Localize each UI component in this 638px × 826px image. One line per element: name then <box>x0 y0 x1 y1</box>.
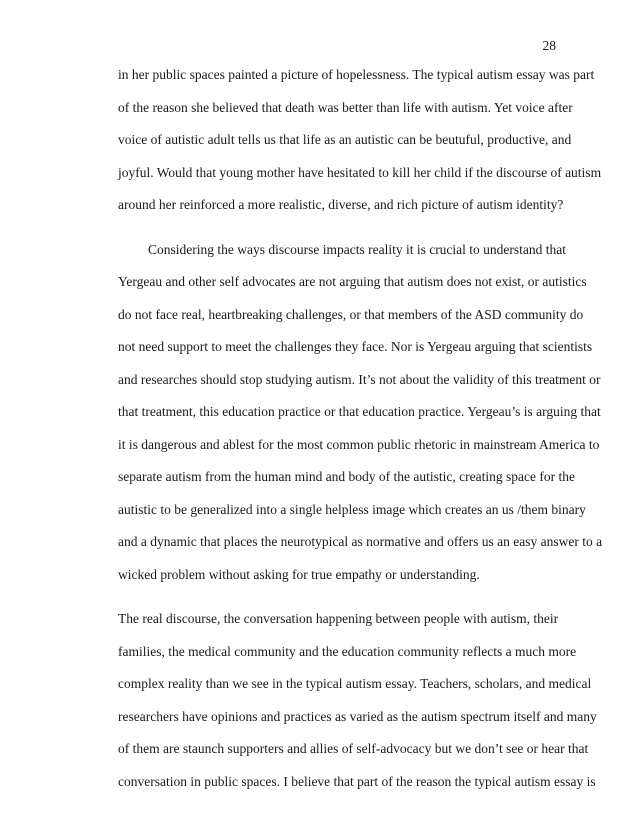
text-line: wicked problem without asking for true empathy or understanding. <box>118 566 480 582</box>
text-line: voice of autistic adult tells us that life as an autistic can be beutuful, productive, and <box>118 132 572 147</box>
text-line: in her public spaces painted a picture of hopelessness. The typical autism essay was part <box>118 67 595 82</box>
text-line: joyful. Would that young mother have hesitated to kill her child if the discourse of autism <box>118 164 602 180</box>
text-line: that treatment, this education practice or that education practice. Yergeau’s is arguing that <box>118 404 601 419</box>
text-line: complex reality than we see in the typical autism essay. Teachers, scholars, and medical <box>118 676 592 691</box>
text-line: it is dangerous and ablest for the most common public rhetoric in mainstream America to <box>118 436 600 452</box>
text-line: around her reinforced a more realistic, diverse, and rich picture of autism identity? <box>118 197 564 212</box>
text-line: Considering the ways discourse impacts reality it is crucial to understand that <box>148 241 567 257</box>
text-line: and a dynamic that places the neurotypical as normative and offers us an easy answer to a <box>118 534 603 549</box>
text-line: of the reason she believed that death was better than life with autism. Yet voice after <box>118 99 573 115</box>
paragraph-1 <box>118 67 602 230</box>
text-line: autistic to be generalized into a single helpless image which creates an us /them binary <box>118 501 586 517</box>
text-line: families, the medical community and the education community reflects a much more <box>118 643 577 659</box>
body-text <box>118 67 603 806</box>
text-line: The real discourse, the conversation happening between people with autism, their <box>118 611 559 626</box>
text-line: not need support to meet the challenges they face. Nor is Yergeau arguing that scientists <box>118 339 593 354</box>
page-number: 28 <box>542 38 556 53</box>
text-line: and researches should stop studying autism. It’s not about the validity of this treatment or <box>118 371 601 387</box>
text-line: Yergeau and other self advocates are not arguing that autism does not exist, or autistics <box>118 274 587 289</box>
paragraph-spacer <box>118 230 558 242</box>
text-line: researchers have opinions and practices as varied as the autism spectrum itself and many <box>118 708 597 724</box>
text-line: of them are staunch supporters and allies of self-advocacy but we don’t see or hear that <box>118 741 589 756</box>
paragraph-spacer <box>118 599 558 611</box>
paragraph-3 <box>118 611 597 806</box>
text-line: conversation in public spaces. I believe that part of the reason the typical autism essay is <box>118 773 596 789</box>
text-line: do not face real, heartbreaking challenges, or that members of the ASD community do <box>118 306 584 322</box>
paragraph-2 <box>118 241 603 600</box>
text-line: separate autism from the human mind and body of the autistic, creating space for the <box>118 469 575 484</box>
